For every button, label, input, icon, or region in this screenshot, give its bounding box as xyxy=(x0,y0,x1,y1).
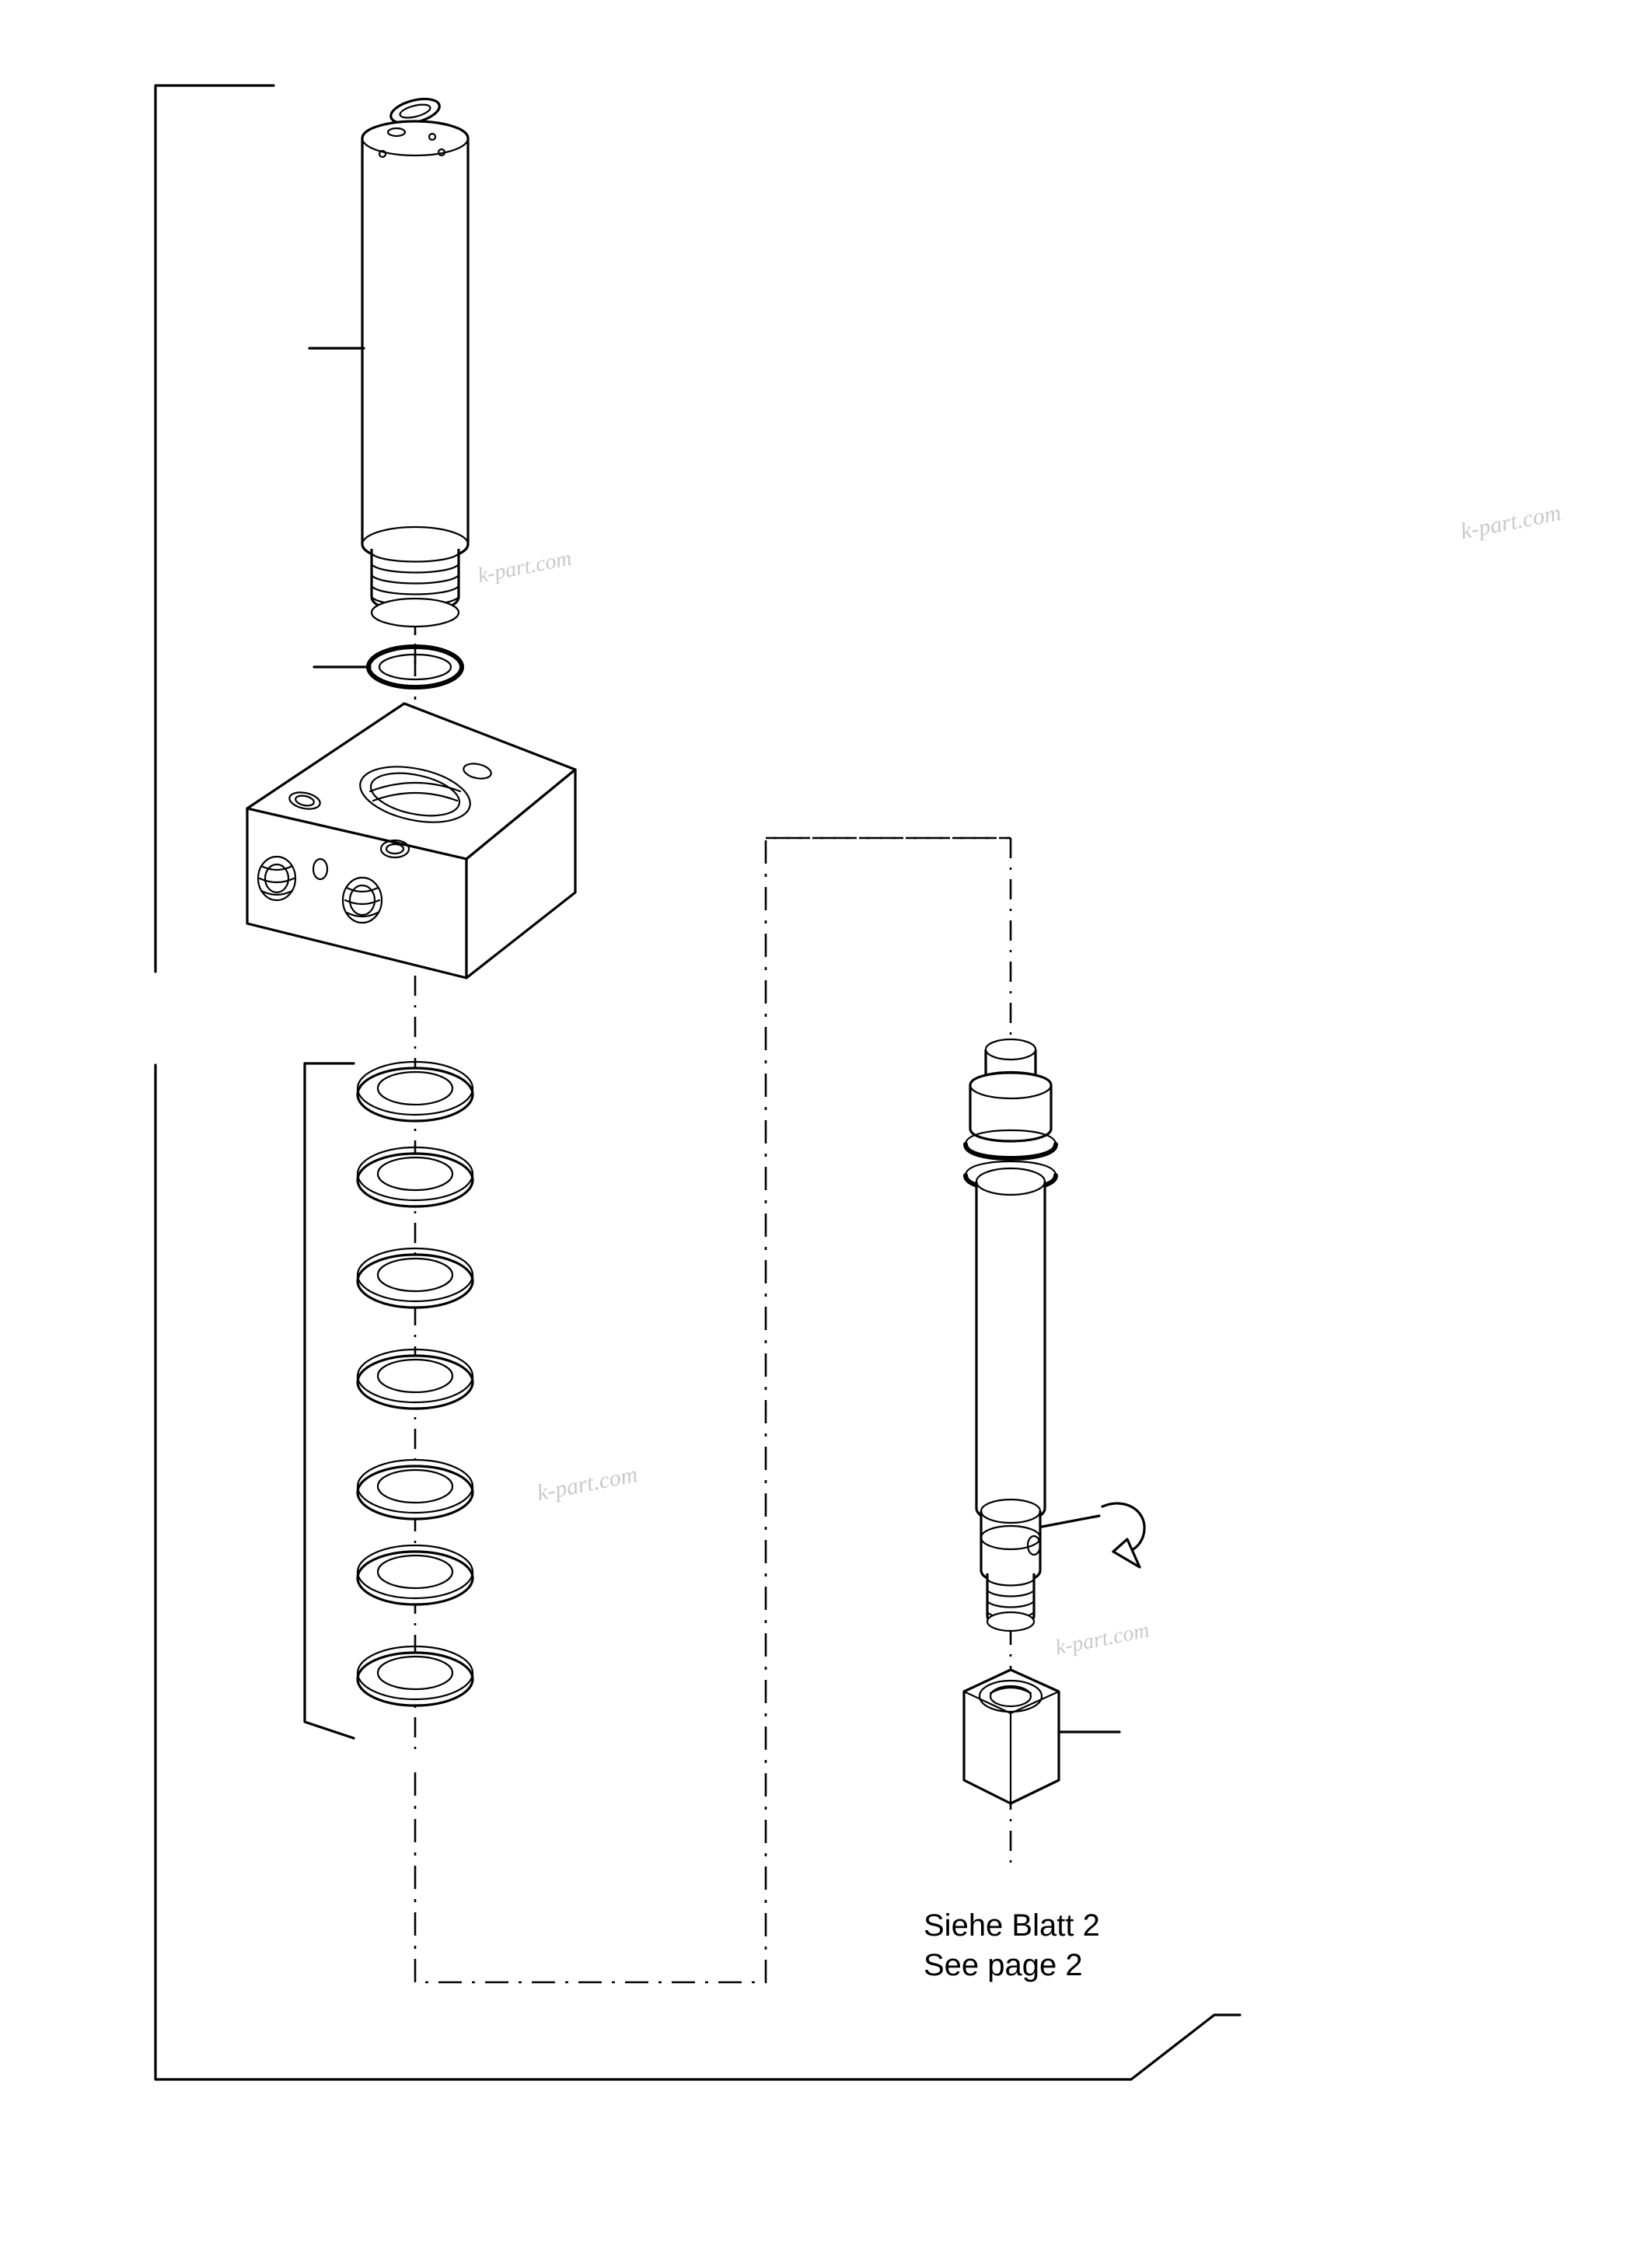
watermark-3: k-part.com xyxy=(535,1461,640,1507)
caption-line-de: Siehe Blatt 2 xyxy=(924,1908,1100,1943)
watermark-2: k-part.com xyxy=(476,546,574,588)
caption-line-en: See page 2 xyxy=(924,1948,1083,1983)
part-seal-ring-4 xyxy=(358,1349,473,1409)
page-reference-caption xyxy=(924,1906,1100,1985)
part-seal-ring-7 xyxy=(358,1646,473,1706)
part-seal-ring-3 xyxy=(358,1248,473,1308)
part-seal-ring-1 xyxy=(358,1062,473,1121)
part-seal-ring-2 xyxy=(358,1147,473,1206)
part-seal-ring-5 xyxy=(358,1460,473,1519)
watermark-1: k-part.com xyxy=(1458,500,1563,545)
part-o-ring-large xyxy=(314,647,462,687)
frame-outline xyxy=(155,86,1240,2079)
seal-stack-bracket xyxy=(305,1063,354,1738)
part-retaining-clip xyxy=(1042,1503,1144,1567)
assembly-route-path xyxy=(415,838,1011,1982)
part-valve-block xyxy=(247,704,575,978)
part-piston-rod xyxy=(966,1039,1056,1631)
part-cylinder-body xyxy=(309,95,468,627)
part-hex-nut xyxy=(964,1670,1119,1803)
part-seal-ring-6 xyxy=(358,1545,473,1604)
watermark-4: k-part.com xyxy=(1053,1618,1151,1660)
